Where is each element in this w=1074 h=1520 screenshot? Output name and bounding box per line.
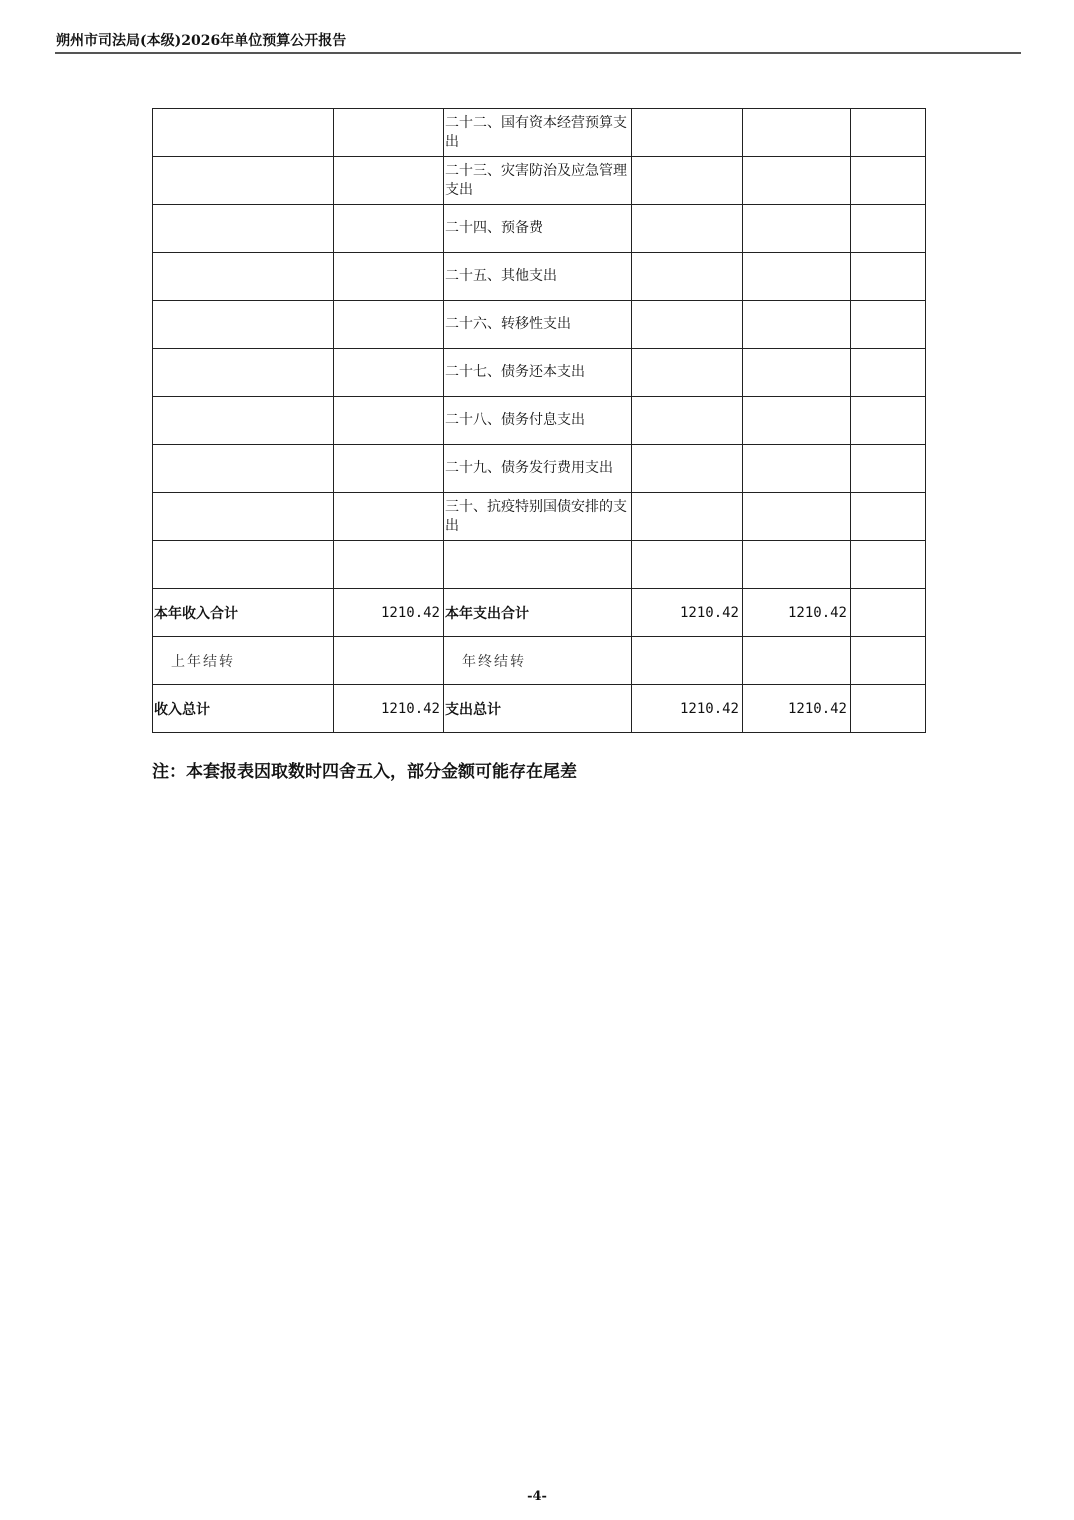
expense-total-cell bbox=[632, 205, 743, 253]
budget-table bbox=[152, 108, 926, 733]
year-end-carryover-label: 年终结转 bbox=[444, 637, 632, 685]
expense-total-cell bbox=[632, 301, 743, 349]
expense-other-cell bbox=[851, 493, 926, 541]
expense-item-cell: 二十五、其他支出 bbox=[444, 253, 632, 301]
page-header-title: 朔州市司法局(本级)2026年单位预算公开报告 bbox=[56, 33, 347, 49]
expense-other-cell bbox=[851, 445, 926, 493]
expense-grand-general-value: 1210.42 bbox=[743, 685, 851, 733]
income-item-cell bbox=[153, 301, 334, 349]
expense-other-cell bbox=[851, 349, 926, 397]
annual-income-total-value: 1210.42 bbox=[334, 589, 444, 637]
expense-other-cell bbox=[851, 109, 926, 157]
income-amount-cell bbox=[334, 253, 444, 301]
page-number: -4- bbox=[527, 1489, 547, 1504]
table-row bbox=[153, 157, 926, 205]
income-item-cell bbox=[153, 253, 334, 301]
income-item-cell bbox=[153, 493, 334, 541]
expense-item-cell: 二十六、转移性支出 bbox=[444, 301, 632, 349]
year-end-carryover-other bbox=[851, 637, 926, 685]
expense-other-cell bbox=[851, 301, 926, 349]
income-item-cell bbox=[153, 397, 334, 445]
prior-year-carryover-value bbox=[334, 637, 444, 685]
annual-expense-total-value: 1210.42 bbox=[632, 589, 743, 637]
annual-expense-total-label: 本年支出合计 bbox=[444, 589, 632, 637]
table-row bbox=[153, 349, 926, 397]
income-amount-cell bbox=[334, 541, 444, 589]
income-amount-cell bbox=[334, 349, 444, 397]
annual-expense-other-value bbox=[851, 589, 926, 637]
expense-other-cell bbox=[851, 397, 926, 445]
expense-other-cell bbox=[851, 253, 926, 301]
expense-general-cell bbox=[743, 541, 851, 589]
table-row-annual-total bbox=[153, 589, 926, 637]
income-item-cell bbox=[153, 157, 334, 205]
expense-total-cell bbox=[632, 493, 743, 541]
expense-total-cell bbox=[632, 349, 743, 397]
expense-grand-other-value bbox=[851, 685, 926, 733]
annual-expense-general-value: 1210.42 bbox=[743, 589, 851, 637]
table-row bbox=[153, 541, 926, 589]
table-row bbox=[153, 109, 926, 157]
annual-income-total-label: 本年收入合计 bbox=[153, 589, 334, 637]
header-divider bbox=[55, 52, 1021, 54]
expense-item-cell: 二十七、债务还本支出 bbox=[444, 349, 632, 397]
expense-general-cell bbox=[743, 493, 851, 541]
expense-general-cell bbox=[743, 205, 851, 253]
expense-general-cell bbox=[743, 253, 851, 301]
expense-general-cell bbox=[743, 109, 851, 157]
expense-general-cell bbox=[743, 445, 851, 493]
expense-grand-total-label: 支出总计 bbox=[444, 685, 632, 733]
expense-item-cell: 二十三、灾害防治及应急管理支出 bbox=[444, 157, 632, 205]
table-row bbox=[153, 445, 926, 493]
prior-year-carryover-label: 上年结转 bbox=[153, 637, 334, 685]
expense-grand-total-value: 1210.42 bbox=[632, 685, 743, 733]
table-row bbox=[153, 301, 926, 349]
income-item-cell bbox=[153, 541, 334, 589]
year-end-carryover-value bbox=[632, 637, 743, 685]
income-amount-cell bbox=[334, 301, 444, 349]
income-item-cell bbox=[153, 349, 334, 397]
expense-item-cell bbox=[444, 541, 632, 589]
table-row bbox=[153, 397, 926, 445]
income-item-cell bbox=[153, 445, 334, 493]
expense-item-cell: 二十二、国有资本经营预算支出 bbox=[444, 109, 632, 157]
expense-item-cell: 二十八、债务付息支出 bbox=[444, 397, 632, 445]
table-row-carryover bbox=[153, 637, 926, 685]
income-grand-total-value: 1210.42 bbox=[334, 685, 444, 733]
expense-item-cell: 三十、抗疫特别国债安排的支出 bbox=[444, 493, 632, 541]
expense-other-cell bbox=[851, 205, 926, 253]
income-amount-cell bbox=[334, 493, 444, 541]
expense-general-cell bbox=[743, 301, 851, 349]
table-row bbox=[153, 253, 926, 301]
income-amount-cell bbox=[334, 397, 444, 445]
income-amount-cell bbox=[334, 445, 444, 493]
income-amount-cell bbox=[334, 205, 444, 253]
expense-general-cell bbox=[743, 157, 851, 205]
rounding-note: 注：本套报表因取数时四舍五入，部分金额可能存在尾差 bbox=[152, 762, 577, 782]
expense-total-cell bbox=[632, 541, 743, 589]
expense-general-cell bbox=[743, 349, 851, 397]
expense-total-cell bbox=[632, 253, 743, 301]
expense-other-cell bbox=[851, 541, 926, 589]
expense-total-cell bbox=[632, 445, 743, 493]
expense-item-cell: 二十四、预备费 bbox=[444, 205, 632, 253]
income-item-cell bbox=[153, 109, 334, 157]
income-item-cell bbox=[153, 205, 334, 253]
expense-total-cell bbox=[632, 109, 743, 157]
table-row bbox=[153, 205, 926, 253]
expense-total-cell bbox=[632, 397, 743, 445]
income-grand-total-label: 收入总计 bbox=[153, 685, 334, 733]
income-amount-cell bbox=[334, 157, 444, 205]
table-row bbox=[153, 493, 926, 541]
table-row-grand-total bbox=[153, 685, 926, 733]
expense-general-cell bbox=[743, 397, 851, 445]
expense-other-cell bbox=[851, 157, 926, 205]
expense-item-cell: 二十九、债务发行费用支出 bbox=[444, 445, 632, 493]
income-amount-cell bbox=[334, 109, 444, 157]
expense-total-cell bbox=[632, 157, 743, 205]
year-end-carryover-general bbox=[743, 637, 851, 685]
